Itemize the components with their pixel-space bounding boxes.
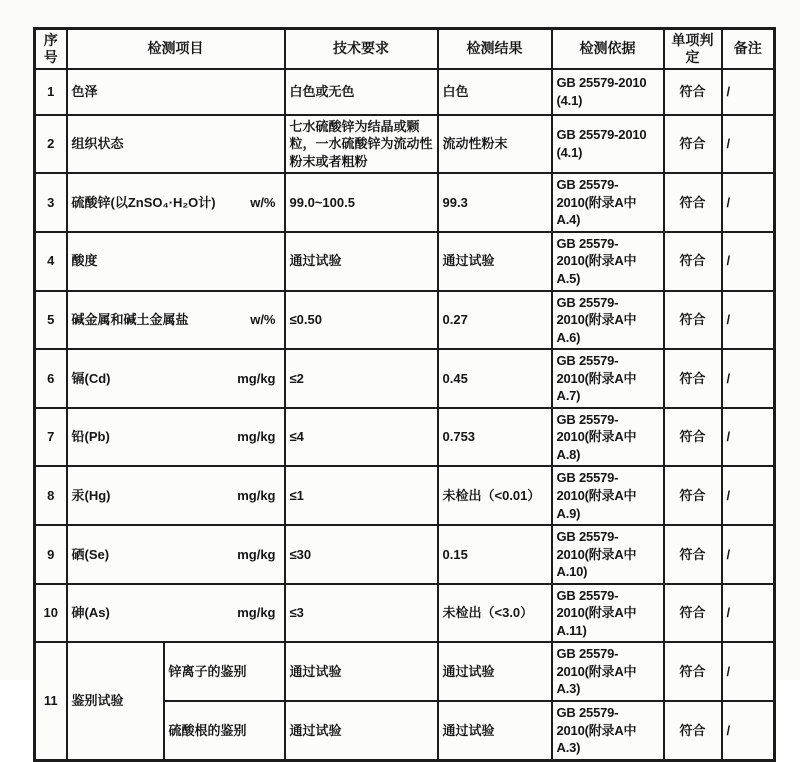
item-label: 镉(Cd) [71, 370, 111, 386]
cell-remark: / [722, 525, 775, 584]
cell-item [67, 69, 285, 115]
cell-result: 99.3 [438, 173, 552, 232]
cell-no: 11 [35, 642, 67, 760]
cell-result: 未检出（<3.0） [438, 584, 552, 643]
cell-result: 流动性粉末 [438, 115, 552, 174]
cell-requirement: ≤30 [285, 525, 438, 584]
header-basis: 检测依据 [552, 29, 664, 69]
inspection-table [33, 27, 776, 762]
table-row [35, 232, 775, 291]
cell-requirement: ≤2 [285, 349, 438, 408]
cell-judgment: 符合 [664, 525, 722, 584]
table-row [35, 69, 775, 115]
cell-judgment: 符合 [664, 232, 722, 291]
cell-requirement: ≤4 [285, 408, 438, 467]
item-unit: w/% [250, 194, 276, 210]
table-row [35, 525, 775, 584]
cell-no: 6 [35, 349, 67, 408]
table-row [35, 408, 775, 467]
cell-remark: / [722, 408, 775, 467]
cell-result: 0.15 [438, 525, 552, 584]
item-unit: mg/kg [237, 546, 276, 562]
cell-no: 5 [35, 291, 67, 350]
item-label: 组织状态 [71, 136, 124, 152]
cell-remark: / [722, 642, 775, 701]
cell-judgment: 符合 [664, 701, 722, 760]
table-row [35, 584, 775, 643]
cell-sub-item: 硫酸根的鉴别 [164, 701, 285, 760]
cell-remark: / [722, 466, 775, 525]
table-header-row [35, 29, 775, 69]
cell-item [67, 525, 285, 584]
header-judgment: 单项判定 [664, 29, 722, 69]
cell-remark: / [722, 349, 775, 408]
table-row [35, 466, 775, 525]
cell-remark: / [722, 232, 775, 291]
cell-item-group: 鉴别试验 [67, 642, 164, 760]
cell-basis: GB 25579-2010(附录A中A.10) [552, 525, 664, 584]
cell-result: 通过试验 [438, 642, 552, 701]
cell-remark: / [722, 701, 775, 760]
cell-item [67, 232, 285, 291]
cell-requirement: 通过试验 [285, 642, 438, 701]
header-result: 检测结果 [438, 29, 552, 69]
table-row [35, 349, 775, 408]
table-row [35, 291, 775, 350]
cell-remark: / [722, 115, 775, 174]
item-label: 酸度 [71, 253, 98, 269]
cell-basis: GB 25579-2010 (4.1) [552, 69, 664, 115]
cell-result: 0.45 [438, 349, 552, 408]
table-row [35, 115, 775, 174]
item-unit: mg/kg [237, 605, 276, 621]
item-unit: mg/kg [237, 487, 276, 503]
cell-result: 通过试验 [438, 232, 552, 291]
cell-result: 0.753 [438, 408, 552, 467]
table-row [35, 642, 775, 701]
cell-basis: GB 25579-2010(附录A中A.3) [552, 701, 664, 760]
cell-requirement: ≤1 [285, 466, 438, 525]
cell-judgment: 符合 [664, 349, 722, 408]
item-label: 硒(Se) [71, 546, 110, 562]
item-unit: w/% [250, 312, 276, 328]
cell-judgment: 符合 [664, 115, 722, 174]
cell-judgment: 符合 [664, 642, 722, 701]
cell-basis: GB 25579-2010 (4.1) [552, 115, 664, 174]
cell-result: 0.27 [438, 291, 552, 350]
header-item: 检测项目 [67, 29, 285, 69]
cell-item [67, 349, 285, 408]
item-label: 色泽 [71, 83, 98, 99]
header-requirement: 技术要求 [285, 29, 438, 69]
item-label: 硫酸锌(以ZnSO₄·H₂O计) [71, 194, 216, 210]
cell-no: 7 [35, 408, 67, 467]
item-unit: mg/kg [237, 370, 276, 386]
cell-result: 通过试验 [438, 701, 552, 760]
cell-remark: / [722, 584, 775, 643]
cell-remark: / [722, 291, 775, 350]
cell-remark: / [722, 173, 775, 232]
item-label: 铅(Pb) [71, 429, 110, 445]
table-row [35, 173, 775, 232]
cell-no: 3 [35, 173, 67, 232]
cell-no: 9 [35, 525, 67, 584]
cell-judgment: 符合 [664, 69, 722, 115]
cell-requirement: 99.0~100.5 [285, 173, 438, 232]
cell-judgment: 符合 [664, 466, 722, 525]
cell-requirement: 通过试验 [285, 232, 438, 291]
cell-no: 10 [35, 584, 67, 643]
cell-requirement: ≤0.50 [285, 291, 438, 350]
cell-item [67, 466, 285, 525]
item-label: 砷(As) [71, 605, 110, 621]
cell-basis: GB 25579-2010(附录A中A.8) [552, 408, 664, 467]
cell-basis: GB 25579-2010(附录A中A.9) [552, 466, 664, 525]
item-unit: mg/kg [237, 429, 276, 445]
cell-no: 8 [35, 466, 67, 525]
cell-item [67, 291, 285, 350]
cell-requirement: 白色或无色 [285, 69, 438, 115]
cell-basis: GB 25579-2010(附录A中A.7) [552, 349, 664, 408]
cell-basis: GB 25579-2010(附录A中A.5) [552, 232, 664, 291]
cell-sub-item: 锌离子的鉴别 [164, 642, 285, 701]
cell-judgment: 符合 [664, 173, 722, 232]
cell-result: 未检出（<0.01） [438, 466, 552, 525]
item-label: 汞(Hg) [71, 487, 111, 503]
cell-remark: / [722, 69, 775, 115]
item-label: 碱金属和碱土金属盐 [71, 312, 189, 328]
cell-basis: GB 25579-2010(附录A中A.6) [552, 291, 664, 350]
cell-basis: GB 25579-2010(附录A中A.3) [552, 642, 664, 701]
header-remark: 备注 [722, 29, 775, 69]
cell-item [67, 408, 285, 467]
cell-basis: GB 25579-2010(附录A中A.4) [552, 173, 664, 232]
cell-judgment: 符合 [664, 408, 722, 467]
cell-requirement: 七水硫酸锌为结晶或颗粒，一水硫酸锌为流动性粉末或者粗粉 [285, 115, 438, 174]
cell-result: 白色 [438, 69, 552, 115]
cell-item [67, 173, 285, 232]
cell-judgment: 符合 [664, 291, 722, 350]
cell-requirement: ≤3 [285, 584, 438, 643]
cell-requirement: 通过试验 [285, 701, 438, 760]
cell-item [67, 115, 285, 174]
cell-no: 1 [35, 69, 67, 115]
cell-basis: GB 25579-2010(附录A中A.11) [552, 584, 664, 643]
header-no: 序号 [35, 29, 67, 69]
cell-judgment: 符合 [664, 584, 722, 643]
cell-no: 4 [35, 232, 67, 291]
cell-no: 2 [35, 115, 67, 174]
cell-item [67, 584, 285, 643]
